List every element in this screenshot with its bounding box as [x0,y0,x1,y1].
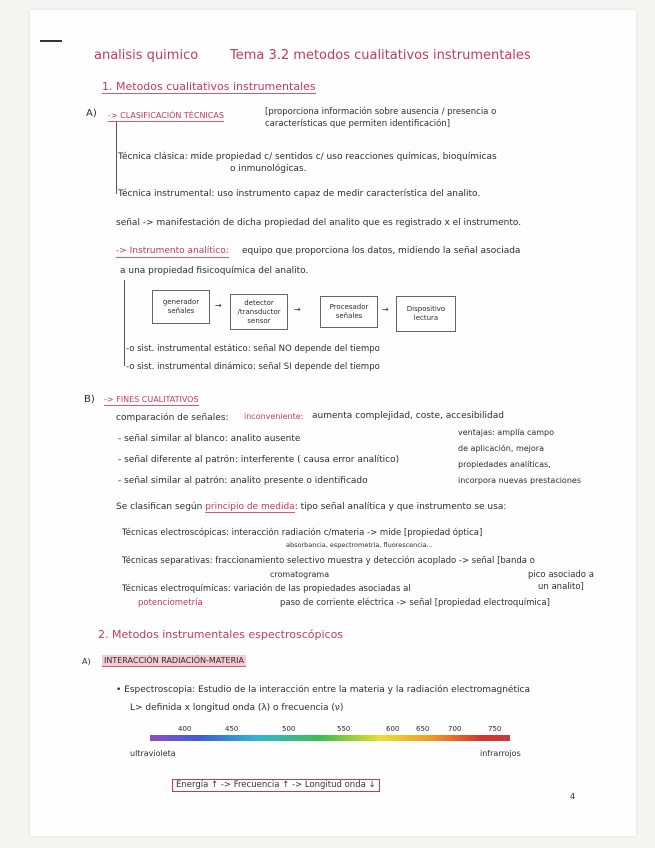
flow-box-detector: detector /transductor sensor [230,294,288,330]
instrumento-title: -> Instrumento analítico: [116,246,229,256]
topic-title: Tema 3.2 metodos cualitativos instrumentales [230,48,531,63]
pico-asociado: pico asociado a [528,570,594,580]
wl-600: 600 [386,725,400,733]
wl-700: 700 [448,725,462,733]
ventajas-4: incorpora nuevas prestaciones [458,476,581,485]
tree-line-a [116,122,117,194]
section-1-title: 1. Metodos cualitativos instrumentales [102,80,316,93]
wl-750: 750 [488,725,502,733]
wl-500: 500 [282,725,296,733]
clasificacion-title: -> CLASIFICACIÓN TÉCNICAS [108,111,224,120]
flow-box-dispositivo: Dispositivo lectura [396,296,456,332]
tecnica-instrumental: Técnica instrumental: uso instrumento capaz de medir característica del analito. [118,189,481,199]
flow-arrow-2: → [294,305,301,314]
ventajas-1: ventajas: amplía campo [458,428,555,437]
flow-box-procesador: Procesador señales [320,296,378,328]
potenciometria: potenciometría [138,598,203,608]
tecnica-clasica-cont: o inmunológicas. [230,164,307,174]
wl-650: 650 [416,725,430,733]
notebook-page [30,10,636,836]
flow-arrow-1: → [215,301,222,310]
senal-definition: señal -> manifestación de dicha propiedad del analito que es registrado x el instrumento. [116,218,522,228]
page-number: 4 [570,792,576,801]
clasificacion-note-2: características que permiten identificación] [265,119,451,129]
espectroscopia-def: • Espectroscopia: Estudio de la interacción entre la materia y la radiación electromagnética [116,685,530,695]
tecnicas-electroscopicas: Técnicas electroscópicas: interacción radiación c/materia -> mide [propiedad óptica] [122,528,483,538]
inconveniente-text: aumenta complejidad, coste, accesibilidad [312,411,504,421]
ultravioleta-label: ultravioleta [130,749,176,758]
un-analito: un analito] [538,582,584,592]
inconveniente-label: inconveniente: [244,412,304,421]
interaccion-title: INTERACCIÓN RADIACIÓN-MATERIA [104,656,244,665]
sist-dinamico: -o sist. instrumental dinámico: señal SI depende del tiempo [126,362,380,372]
clasificacion-note-1: [proporciona información sobre ausencia / presencia o [265,107,497,117]
section-a-label: A) [86,108,97,119]
senal-patron: - señal similar al patrón: analito presente o identificado [118,476,368,486]
margin-dash [40,40,62,42]
instrumento-line-1: equipo que proporciona los datos, midiendo la señal asociada [242,246,521,256]
instrumento-line-2: a una propiedad fisicoquímica del analito. [120,266,309,276]
wl-450: 450 [225,725,239,733]
espectroscopia-def-2: L> definida x longitud onda (λ) o frecuencia (ν) [130,703,344,713]
section-2-title: 2. Metodos instrumentales espectroscópicos [98,628,344,641]
flow-arrow-3: → [382,305,389,314]
visible-spectrum-bar [150,735,510,741]
sist-estatico: -o sist. instrumental estático: señal NO depende del tiempo [126,344,380,354]
flow-box-generador: generador señales [152,290,210,324]
section-2a-label: A) [82,657,91,666]
principio-medida: principio de medida [205,502,295,512]
section-b-label: B) [84,394,95,405]
clasifican-pre: Se clasifican según [116,502,203,512]
tree-line-instr [124,280,125,366]
subject-title: analisis quimico [94,48,199,63]
tecnicas-separativas: Técnicas separativas: fraccionamiento selectivo muestra y detección acoplado -> señal [banda o [122,556,535,566]
wl-400: 400 [178,725,192,733]
tecnicas-electroscopicas-ej: absorbancia, espectrometría, fluorescencia... [286,541,433,549]
senal-blanco: - señal similar al blanco: analito ausente [118,434,301,444]
comparacion-senales: comparación de señales: [116,413,229,423]
senal-diferente: - señal diferente al patrón: interferente ( causa error analítico) [118,455,400,465]
ventajas-2: de aplicación, mejora [458,444,544,453]
wl-550: 550 [337,725,351,733]
clasifican-post: : tipo señal analítica y que instrumento se usa: [294,502,507,512]
paso-corriente: paso de corriente eléctrica -> señal [propiedad electroquímica] [280,598,550,608]
energia-relacion: Energía ↑ -> Frecuencia ↑ -> Longitud onda ↓ [172,779,380,792]
fines-title: -> FINES CUALITATIVOS [104,395,199,404]
infrarrojos-label: infrarrojos [480,749,521,758]
cromatograma: cromatograma [270,570,330,579]
clasifican-line [116,502,506,513]
tecnicas-electroquimicas: Técnicas electroquímicas: variación de las propiedades asociadas al [122,584,411,594]
tecnica-clasica: Técnica clásica: mide propiedad c/ sentidos c/ uso reacciones químicas, bioquímicas [118,152,497,162]
ventajas-3: propiedades analíticas, [458,460,551,469]
